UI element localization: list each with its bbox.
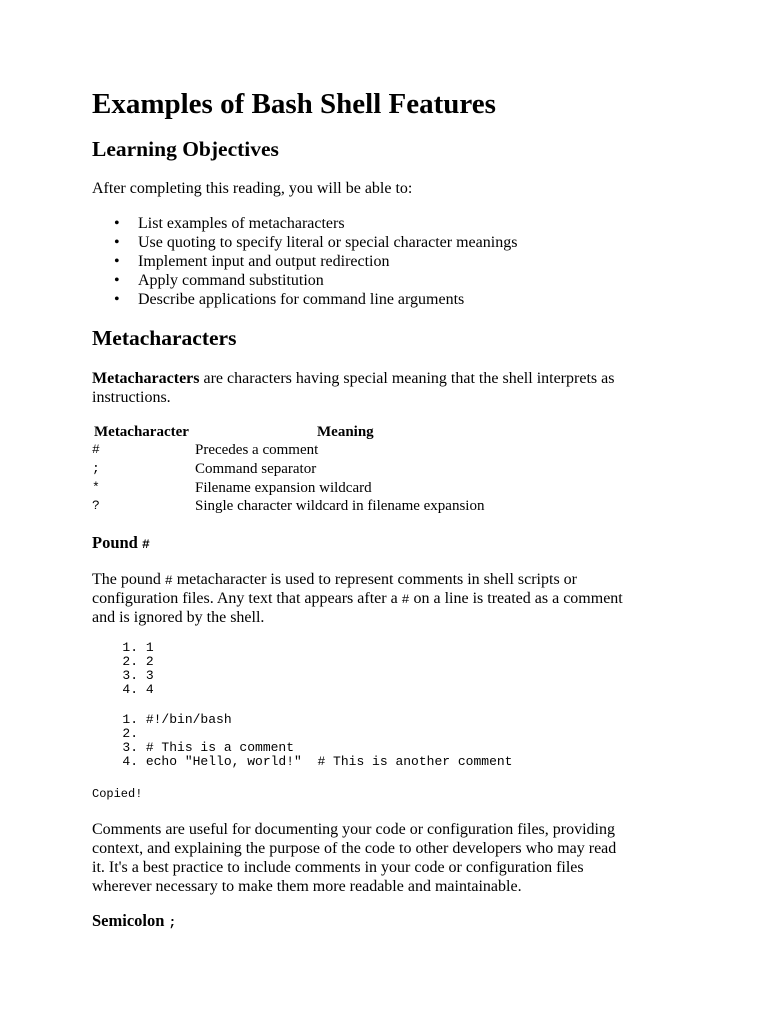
table-row	[92, 480, 652, 499]
table-header-metacharacter: Metacharacter	[94, 424, 189, 440]
bullet-icon: •	[114, 272, 120, 289]
comments-paragraph-line1: Comments are useful for documenting your code or configuration files, providing	[92, 821, 615, 838]
table-cell-meaning: Single character wildcard in filename expansion	[195, 498, 485, 514]
bullet-icon: •	[114, 234, 120, 251]
table-cell-meaning: Precedes a comment	[195, 442, 319, 458]
table-row	[92, 498, 652, 517]
objectives-intro: After completing this reading, you will be able to:	[92, 180, 413, 197]
list-item: • Apply command substitution	[114, 272, 324, 289]
pound-paragraph-line3: and is ignored by the shell.	[92, 609, 265, 626]
table-cell-symbol: *	[92, 480, 100, 495]
table-cell-meaning: Filename expansion wildcard	[195, 480, 372, 496]
pound-heading: Pound #	[92, 533, 150, 552]
code-line: 3. 3	[122, 668, 154, 683]
code-line: 2.	[122, 726, 138, 741]
objectives-list	[92, 214, 517, 309]
table-row	[92, 442, 652, 461]
list-item: • List examples of metacharacters	[114, 215, 345, 232]
bullet-icon: •	[114, 253, 120, 270]
metacharacters-intro-cont: instructions.	[92, 389, 171, 406]
code-line: 4. echo "Hello, world!" # This is another comment	[122, 754, 513, 769]
code-line: 4. 4	[122, 682, 154, 697]
table-cell-symbol: ;	[92, 461, 100, 476]
code-line: 1. #!/bin/bash	[122, 712, 232, 727]
comments-paragraph-line2: context, and explaining the purpose of the code to other developers who may read	[92, 840, 617, 857]
code-line: 3. # This is a comment	[122, 740, 295, 755]
pound-paragraph-line1: The pound # metacharacter is used to represent comments in shell scripts or	[92, 571, 577, 588]
table-cell-symbol: ?	[92, 498, 100, 513]
pound-paragraph-line2: configuration files. Any text that appears after a # on a line is treated as a comment	[92, 590, 623, 607]
objectives-heading: Learning Objectives	[92, 137, 279, 161]
list-item: • Describe applications for command line arguments	[114, 291, 465, 308]
code-line-numbers	[92, 641, 154, 697]
table-row	[92, 461, 652, 480]
copied-status: Copied!	[92, 787, 143, 801]
code-line: 1. 1	[122, 640, 154, 655]
semicolon-heading: Semicolon ;	[92, 911, 177, 930]
comments-paragraph-line4: wherever necessary to make them more readable and maintainable.	[92, 878, 522, 895]
table-cell-meaning: Command separator	[195, 461, 317, 477]
code-block	[92, 713, 512, 769]
metacharacters-intro: Metacharacters are characters having special meaning that the shell interprets as	[92, 370, 615, 387]
bullet-icon: •	[114, 291, 120, 308]
list-item: • Implement input and output redirection	[114, 253, 390, 270]
code-line: 2. 2	[122, 654, 154, 669]
comments-paragraph-line3: it. It's a best practice to include comments in your code or configuration files	[92, 859, 584, 876]
page-title: Examples of Bash Shell Features	[92, 88, 496, 120]
list-item: • Use quoting to specify literal or special character meanings	[114, 234, 518, 251]
table-cell-symbol: #	[92, 442, 100, 457]
bullet-icon: •	[114, 215, 120, 232]
table-header-meaning: Meaning	[317, 424, 374, 440]
metacharacters-heading: Metacharacters	[92, 326, 237, 350]
